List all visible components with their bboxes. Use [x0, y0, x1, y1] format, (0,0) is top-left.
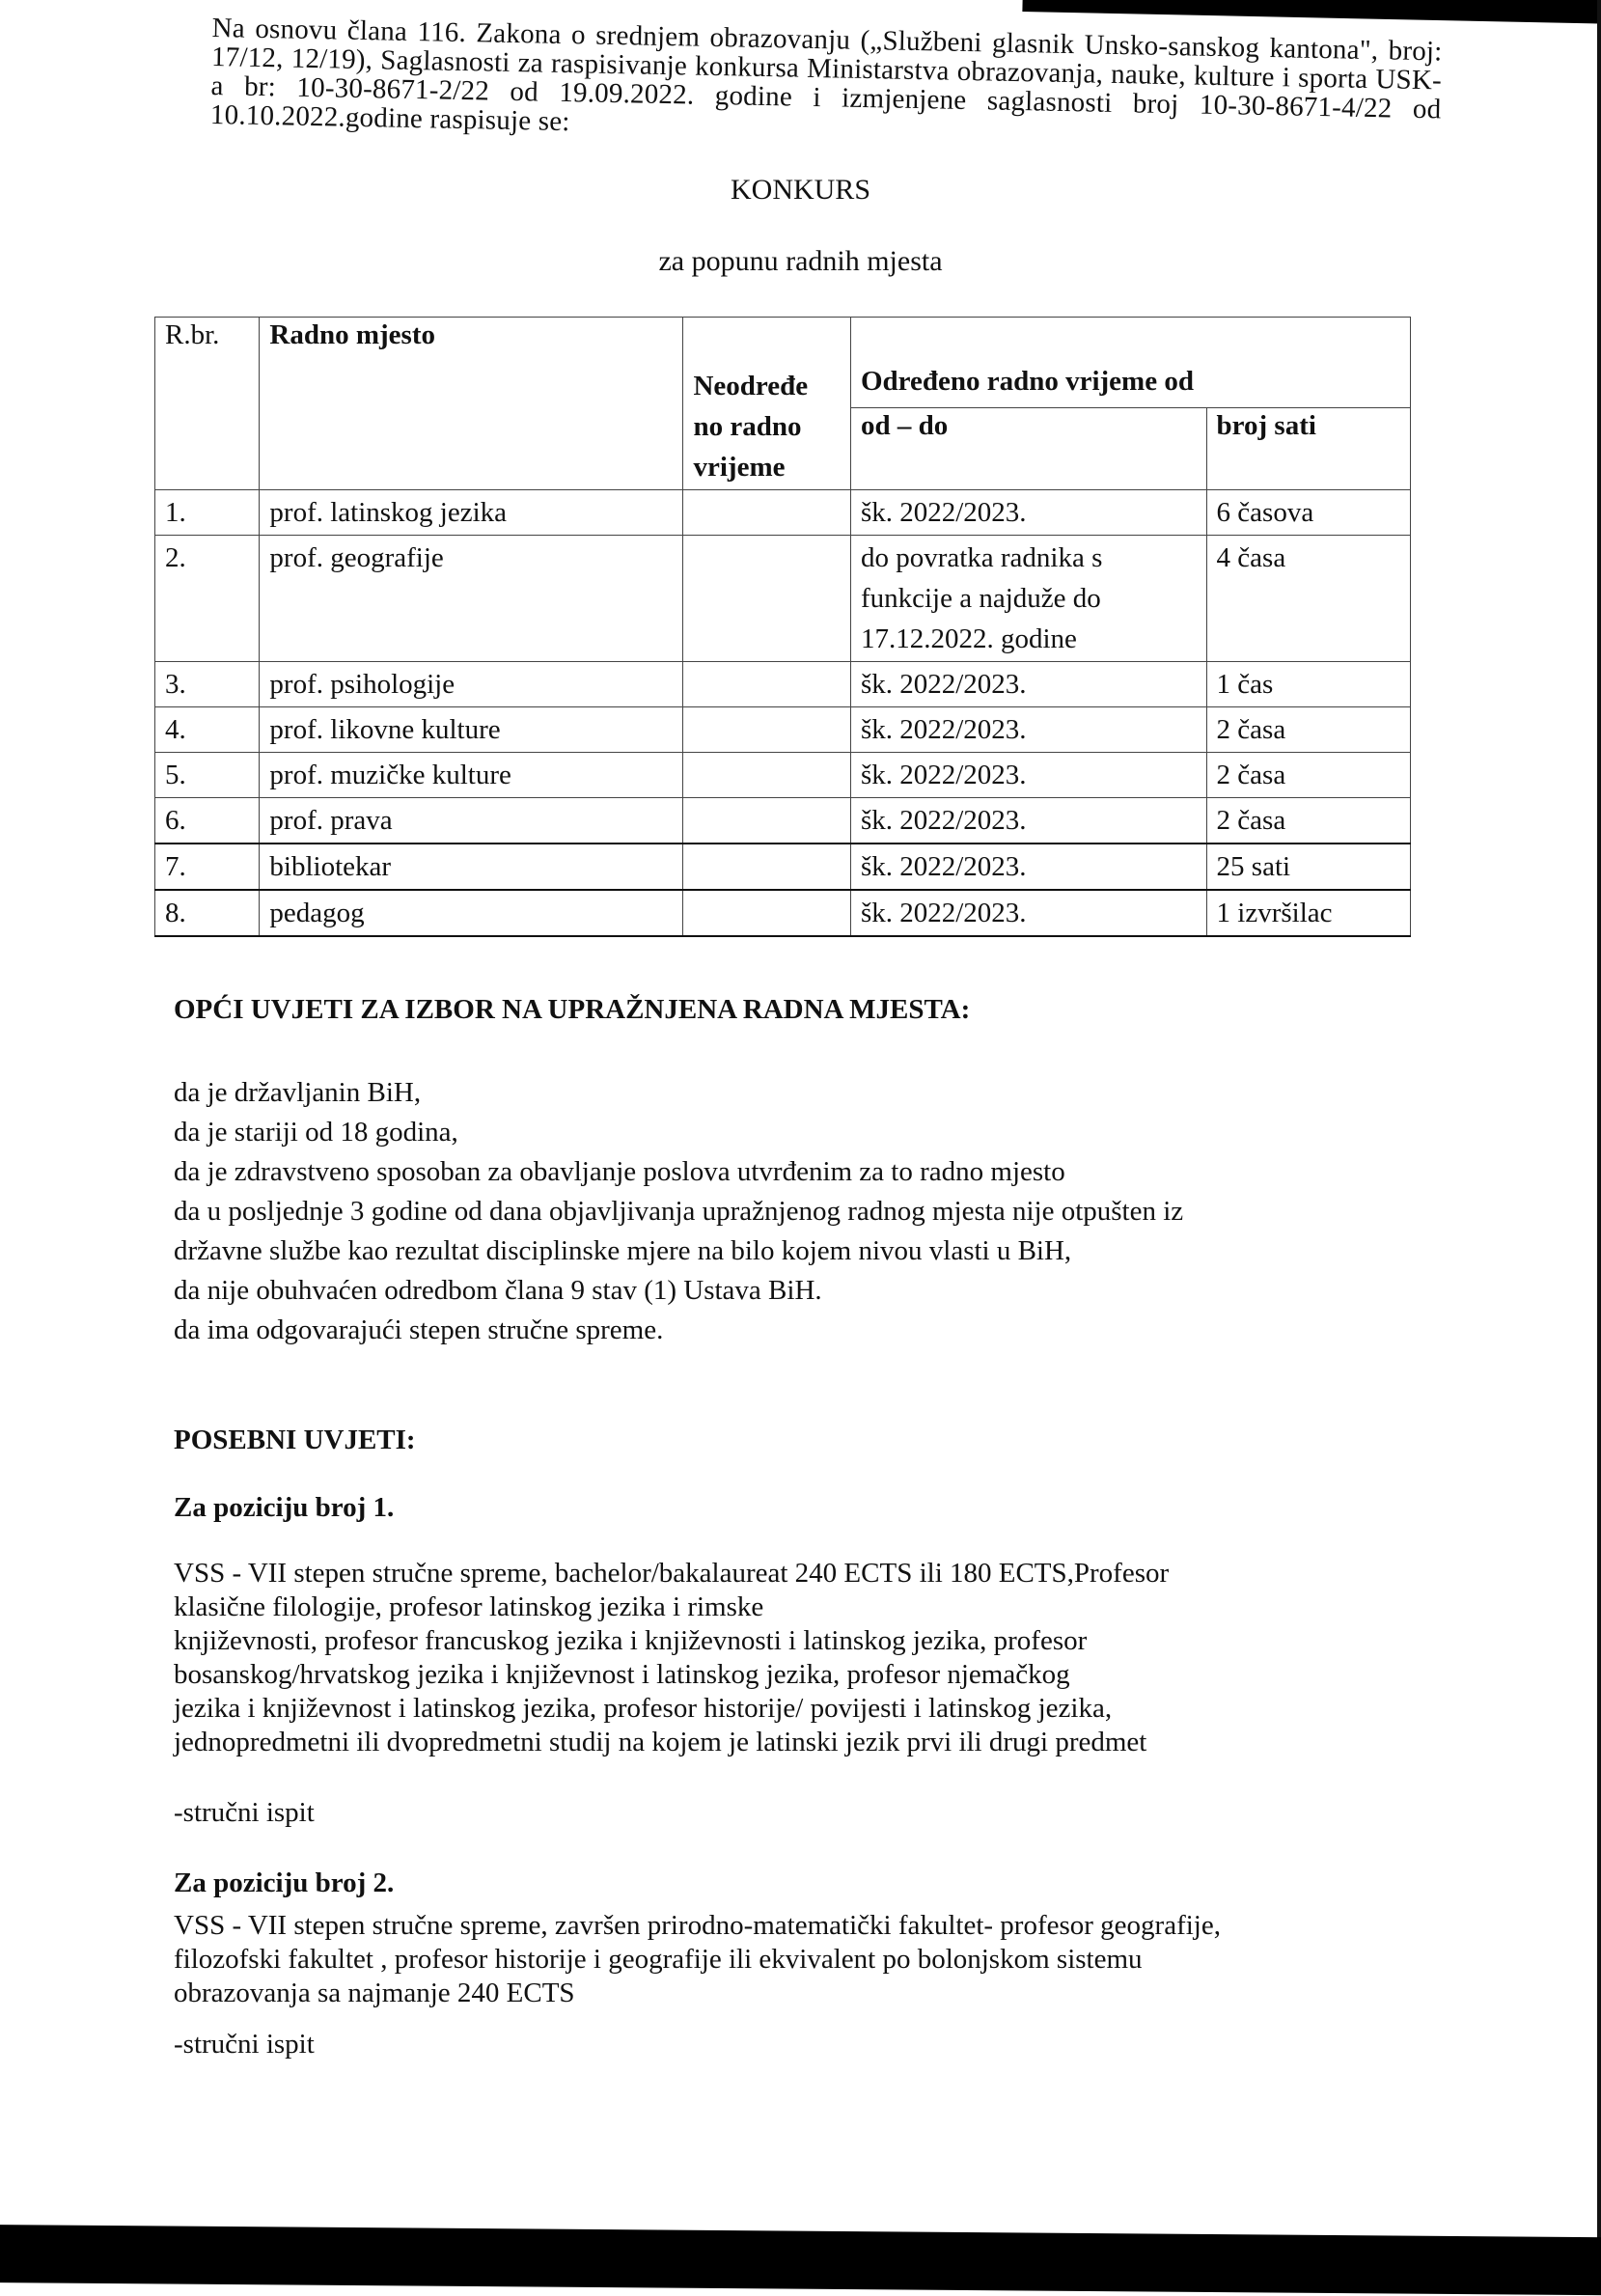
cell-broj-sati: 6 časova — [1206, 490, 1410, 536]
position-1-requirements — [174, 1557, 1419, 1759]
cell-mjesto: prof. likovne kulture — [260, 707, 683, 753]
requirement-line: bosanskog/hrvatskog jezika i književnost i latinskog jezika, profesor njemačkog — [174, 1659, 1070, 1690]
condition-item: da nije obuhvaćen odredbom člana 9 stav (1) Ustava BiH. — [174, 1275, 822, 1306]
cell-od-do: šk. 2022/2023. — [850, 707, 1206, 753]
intro-paragraph — [210, 14, 1443, 152]
requirement-line: VSS - VII stepen stručne spreme, bachelor/bakalaureat 240 ECTS ili 180 ECTS,Profesor — [174, 1558, 1170, 1589]
position-1-heading: Za poziciju broj 1. — [174, 1492, 395, 1523]
requirement-line: jednopredmetni ili dvopredmetni studij na kojem je latinski jezik prvi ili drugi predmet — [174, 1727, 1147, 1757]
cell-mjesto: prof. prava — [260, 798, 683, 844]
cell-mjesto: prof. geografije — [260, 536, 683, 662]
header-rbr: R.br. — [155, 318, 260, 490]
table-row — [155, 890, 1411, 936]
position-2-heading: Za poziciju broj 2. — [174, 1867, 395, 1898]
cell-mjesto: prof. muzičke kulture — [260, 753, 683, 798]
condition-item: da je stariji od 18 godina, — [174, 1117, 458, 1148]
requirement-line: filozofski fakultet , profesor historije i geografije ili ekvivalent po bolonjskom sistemu — [174, 1944, 1143, 1975]
cell-neodredeno — [683, 798, 850, 844]
cell-mjesto: prof. psihologije — [260, 662, 683, 707]
header-radno-mjesto: Radno mjesto — [260, 318, 683, 490]
cell-rbr: 5. — [155, 753, 260, 798]
cell-neodredeno — [683, 890, 850, 936]
cell-rbr: 8. — [155, 890, 260, 936]
table-row — [155, 490, 1411, 536]
table-row — [155, 753, 1411, 798]
position-2-exam: -stručni ispit — [174, 2029, 315, 2060]
scan-edge-right — [1597, 0, 1601, 2249]
header-od-do: od – do — [850, 408, 1206, 490]
table-row — [155, 844, 1411, 890]
cell-od-do: šk. 2022/2023. — [850, 798, 1206, 844]
cell-mjesto: pedagog — [260, 890, 683, 936]
document-subtitle: za popunu radnih mjesta — [658, 245, 943, 277]
cell-rbr: 3. — [155, 662, 260, 707]
table-row — [155, 662, 1411, 707]
table-header-row — [155, 318, 1411, 408]
general-conditions-list — [174, 1073, 1419, 1350]
requirement-line: klasične filologije, profesor latinskog jezika i rimske — [174, 1591, 764, 1622]
cell-broj-sati: 4 časa — [1206, 536, 1410, 662]
condition-item: da ima odgovarajući stepen stručne spreme. — [174, 1314, 664, 1345]
cell-od-do: šk. 2022/2023. — [850, 844, 1206, 890]
special-conditions-heading: POSEBNI UVJETI: — [174, 1425, 416, 1455]
cell-rbr: 6. — [155, 798, 260, 844]
cell-broj-sati: 25 sati — [1206, 844, 1410, 890]
position-2-requirements — [174, 1909, 1419, 2010]
condition-item: da u posljednje 3 godine od dana objavljivanja upražnjenog radnog mjesta nije otpušten iz — [174, 1196, 1184, 1227]
document-title: KONKURS — [730, 174, 871, 206]
cell-neodredeno — [683, 753, 850, 798]
cell-broj-sati: 2 časa — [1206, 753, 1410, 798]
table-row — [155, 707, 1411, 753]
cell-broj-sati: 2 časa — [1206, 798, 1410, 844]
cell-od-do: šk. 2022/2023. — [850, 753, 1206, 798]
requirement-line: književnosti, profesor francuskog jezika i književnosti i latinskog jezika, profesor — [174, 1625, 1088, 1656]
cell-od-do: do povratka radnika s funkcije a najduže do 17.12.2022. godine — [850, 536, 1206, 662]
cell-rbr: 1. — [155, 490, 260, 536]
cell-od-do: šk. 2022/2023. — [850, 890, 1206, 936]
cell-neodredeno — [683, 490, 850, 536]
table-row — [155, 536, 1411, 662]
requirement-line: jezika i književnost i latinskog jezika, profesor historije/ povijesti i latinskog jezika, — [174, 1693, 1113, 1724]
requirement-line: VSS - VII stepen stručne spreme, završen prirodno-matematički fakultet- profesor geografije, — [174, 1910, 1221, 1941]
cell-broj-sati: 1 čas — [1206, 662, 1410, 707]
header-broj-sati: broj sati — [1206, 408, 1410, 490]
cell-neodredeno — [683, 662, 850, 707]
cell-rbr: 2. — [155, 536, 260, 662]
cell-rbr: 4. — [155, 707, 260, 753]
requirement-line: obrazovanja sa najmanje 240 ECTS — [174, 1978, 575, 2008]
cell-od-do: šk. 2022/2023. — [850, 490, 1206, 536]
table-row — [155, 798, 1411, 844]
condition-item: da je državljanin BiH, — [174, 1077, 422, 1108]
cell-rbr: 7. — [155, 844, 260, 890]
header-odredeno: Određeno radno vrijeme od — [850, 318, 1410, 408]
general-conditions-heading: OPĆI UVJETI ZA IZBOR NA UPRAŽNJENA RADNA MJESTA: — [174, 994, 971, 1025]
condition-item: državne službe kao rezultat disciplinske mjere na bilo kojem nivou vlasti u BiH, — [174, 1235, 1072, 1266]
cell-neodredeno — [683, 536, 850, 662]
scan-edge-top — [1022, 0, 1601, 24]
intro-text: Na osnovu člana 116. Zakona o srednjem obrazovanju („Službeni glasnik Unsko-sanskog kantona", broj: 17/12, 12/19), Saglasnosti za raspisivanje konkursa Ministarstva obrazovanja, nauke, kulture i sporta USK-a br: 10-30-8671-2/22 od 19.09.2022. godine i izmjenjene saglasnosti broj 10-30-8671-4/22 od 10.10.2022.godine raspisuje se: — [209, 13, 1443, 138]
scan-edge-bottom — [0, 2225, 1601, 2296]
cell-neodredeno — [683, 844, 850, 890]
cell-od-do: šk. 2022/2023. — [850, 662, 1206, 707]
positions-table — [154, 317, 1411, 937]
condition-item: da je zdravstveno sposoban za obavljanje poslova utvrđenim za to radno mjesto — [174, 1156, 1065, 1187]
cell-broj-sati: 2 časa — [1206, 707, 1410, 753]
cell-neodredeno — [683, 707, 850, 753]
cell-broj-sati: 1 izvršilac — [1206, 890, 1410, 936]
header-neodredeno: Neodređe no radno vrijeme — [683, 318, 850, 490]
cell-mjesto: prof. latinskog jezika — [260, 490, 683, 536]
position-1-exam: -stručni ispit — [174, 1797, 315, 1828]
cell-mjesto: bibliotekar — [260, 844, 683, 890]
